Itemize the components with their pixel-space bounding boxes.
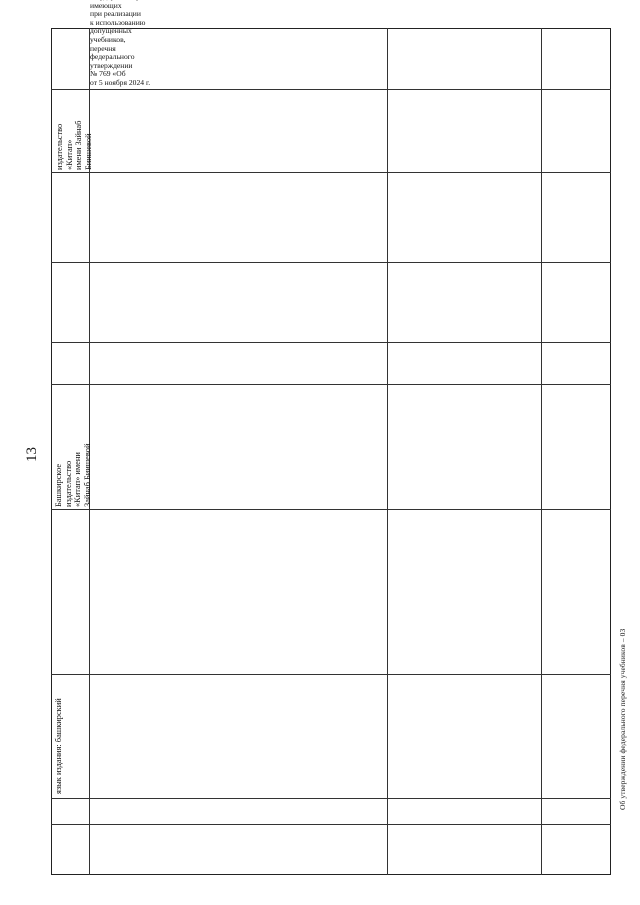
table-rule: [51, 798, 611, 799]
table-rule: [51, 89, 611, 90]
legal-reference-line: к использованию: [90, 17, 146, 27]
footer-text: Об утверждении федерального перечня учебников – 03: [618, 628, 627, 810]
table-rule: [541, 28, 542, 875]
publisher-right-cell: издательство «Китап» имени Зайнаб Биишевой: [55, 120, 93, 170]
table-rule: [51, 262, 611, 263]
table-rule: [51, 824, 611, 825]
legal-reference-line: перечня: [90, 43, 116, 53]
page-number: 13: [24, 447, 40, 462]
publisher-cell: Башкирское издательство «Китап» имени Зайнаб Биишевой: [54, 443, 92, 507]
legal-reference-line: допущенных: [90, 26, 132, 36]
legal-reference-line: от 5 ноября 2024 г.: [90, 78, 151, 87]
legal-reference-line: федерального: [90, 52, 135, 62]
table-rule: [51, 384, 611, 385]
table-rule: [51, 172, 611, 173]
legal-reference-line: утверждении: [90, 60, 133, 70]
legal-reference-line: имеющих: [90, 0, 122, 10]
legal-reference-line: № 769 «Об: [90, 69, 126, 79]
legal-reference-line: [90, 0, 146, 2]
legal-reference-line: при реализации: [90, 9, 141, 19]
language-edition-cell: язык издания: башкирский: [54, 698, 63, 794]
legal-reference-line: учебников,: [90, 35, 126, 44]
table-rule: [51, 342, 611, 343]
table-rule: [51, 674, 611, 675]
table-rule: [51, 509, 611, 510]
legal-reference-cell: [90, 0, 151, 87]
table-frame: [51, 28, 611, 875]
table-rule: [387, 28, 388, 875]
